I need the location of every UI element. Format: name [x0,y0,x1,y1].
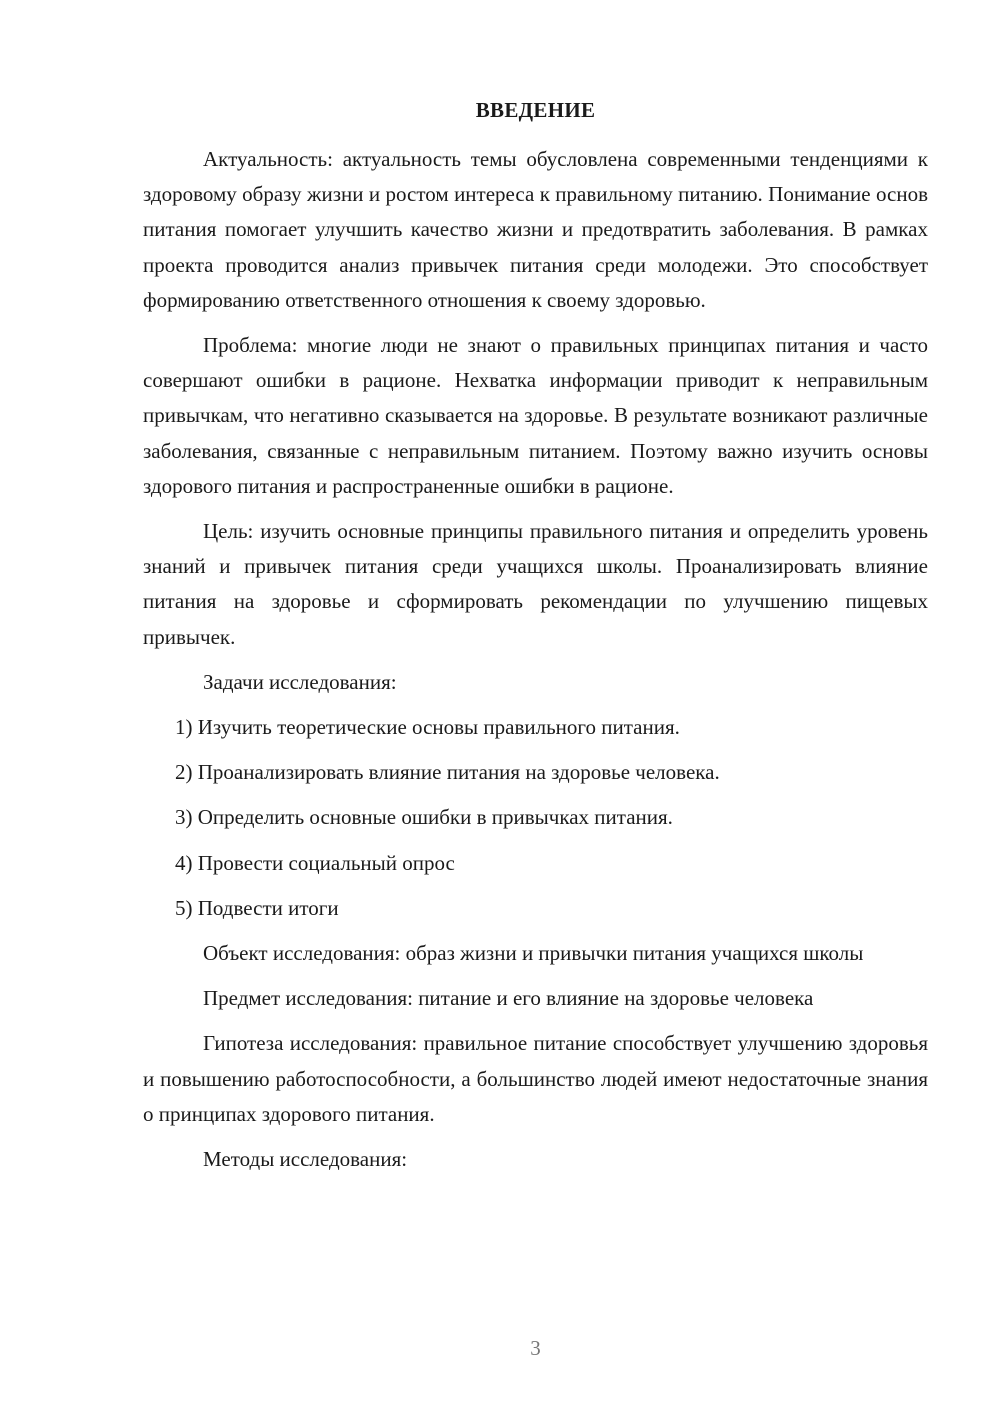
relevance-paragraph: Актуальность: актуальность темы обусловлена современными тенденциями к здоровому образу жизни и ростом интереса к правильному питанию. Понимание основ питания помогает улучшить качество жизни и предотвратить заболевания. В рамках проекта проводится анализ привычек питания среди молодежи. Это способствует формированию ответственного отношения к своему здоровью. [143,147,928,312]
object-paragraph: Объект исследования: образ жизни и привычки питания учащихся школы [203,941,864,966]
problem-paragraph: Проблема: многие люди не знают о правильных принципах питания и часто совершают ошибки в рационе. Нехватка информации приводит к неправильным привычкам, что негативно сказывается на здоровье. В результате возникают различные заболевания, связанные с неправильным питанием. Поэтому важно изучить основы здорового питания и распространенные ошибки в рационе. [143,333,928,498]
task-item-3: 3) Определить основные ошибки в привычках питания. [175,805,673,830]
tasks-list [143,710,928,926]
task-item-4: 4) Провести социальный опрос [175,850,455,875]
document-body [143,142,928,1177]
page-number: 3 [530,1336,541,1360]
goal-paragraph: Цель: изучить основные принципы правильного питания и определить уровень знаний и привычек питания среди учащихся школы. Проанализировать влияние питания на здоровье и сформировать рекомендации по улучшению пищевых привычек. [143,519,928,649]
subject-paragraph: Предмет исследования: питание и его влияние на здоровье человека [203,986,814,1011]
task-item-1: 1) Изучить теоретические основы правильного питания. [175,715,680,740]
document-page [143,0,928,1414]
task-item-5: 5) Подвести итоги [175,895,339,920]
document-title: ВВЕДЕНИЕ [475,98,596,122]
tasks-heading: Задачи исследования: [203,669,397,694]
task-item-2: 2) Проанализировать влияние питания на здоровье человека. [175,760,720,785]
methods-heading: Методы исследования: [203,1147,408,1172]
hypothesis-paragraph: Гипотеза исследования: правильное питание способствует улучшению здоровья и повышению работоспособности, а большинство людей имеют недостаточные знания о принципах здорового питания. [143,1031,928,1126]
